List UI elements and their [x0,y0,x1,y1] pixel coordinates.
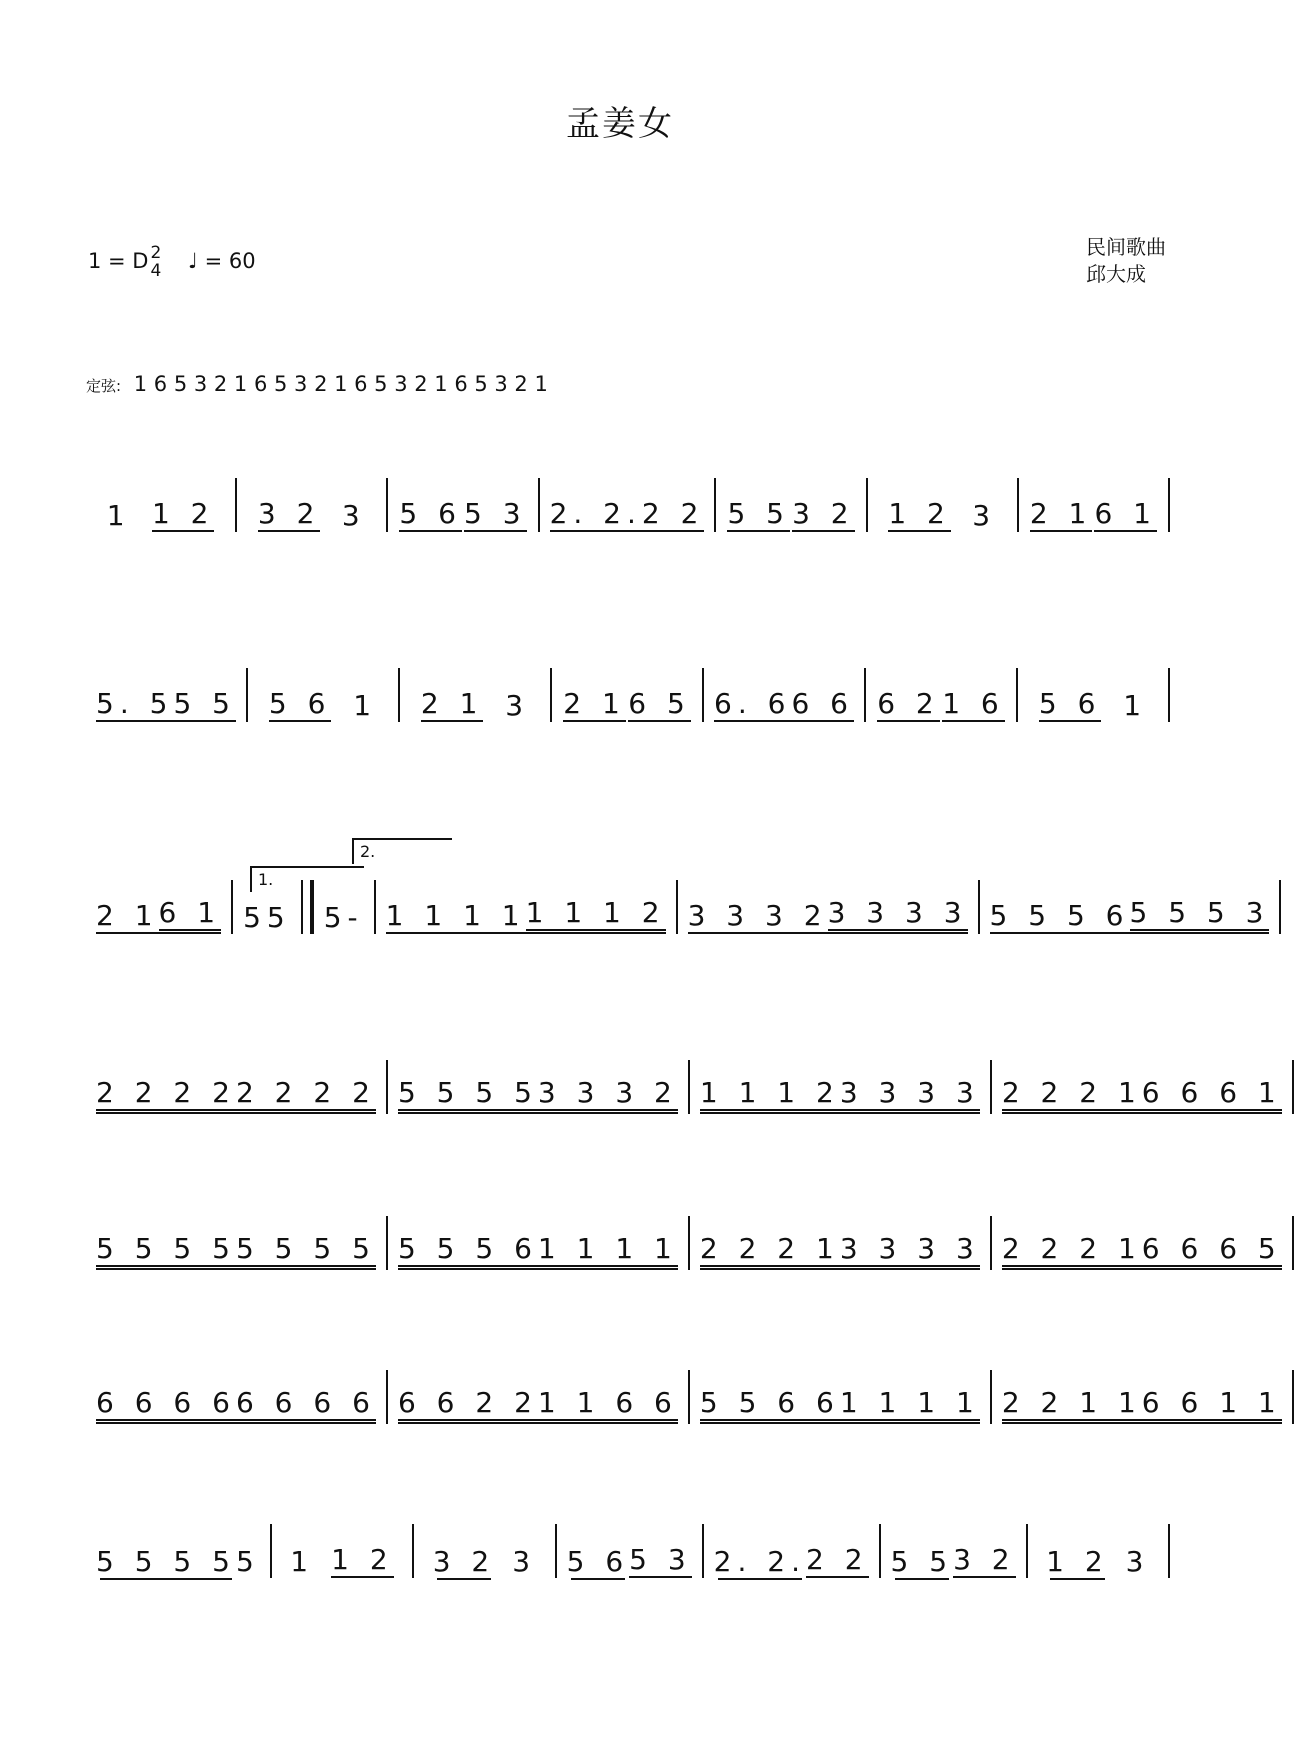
measure [376,896,676,934]
note-group: 1 2 [151,497,215,530]
beat-group [96,1232,236,1270]
staff-row [86,1524,1170,1578]
note-group: 2 1 [96,899,159,932]
beat-group [891,1545,954,1578]
measure [388,1076,688,1114]
note-group: 2 2 2 2 [236,1076,376,1114]
beat-group [433,1545,496,1578]
tempo-marking: ♩ = 60 [188,249,256,273]
tuning-label: 定弦: [86,377,122,395]
staff-row [86,668,1170,722]
staff-row [86,1370,1282,1424]
beat-group [267,901,291,934]
note-group: 5 5 5 5 [96,1232,236,1270]
beat-group [942,687,1005,722]
beat-group [538,1386,678,1424]
measure [678,896,978,934]
measure [704,1543,879,1578]
beat-group [1142,1386,1282,1424]
staff-row [86,1216,1282,1270]
note-group: 6 6 6 1 [1142,1076,1282,1114]
note-group: 2 2 1 1 [1002,1386,1142,1424]
note-group: 3 [512,1545,537,1578]
beat-group [538,1076,678,1114]
note-group: 2 2 [641,497,705,530]
measure [86,1076,386,1114]
measure [552,687,702,722]
note-group: 3 3 3 3 [828,896,968,934]
beat-group [990,899,1130,934]
tuning-line [86,372,548,396]
beat-group [888,497,951,532]
measure [716,497,865,532]
beat-group [1030,497,1093,532]
note-group: 6. 6 [714,687,792,720]
barline [1168,668,1170,722]
beat-group [877,687,940,722]
beat-group [96,1076,236,1114]
note-group: 5 3 [464,497,527,530]
note-group: 6 2 [877,687,940,720]
beat-group [269,687,332,722]
measure [237,497,386,532]
measure [388,1232,688,1270]
beat-group [714,687,791,722]
note-group: 6 1 [1094,497,1157,530]
note-group: 6 1 [159,896,222,934]
note-group: 5 6 [268,687,332,720]
beat-group [152,497,215,532]
note-group: 2 1 [1029,497,1093,530]
beat-group [398,1386,538,1424]
measure [388,1386,688,1424]
beat-group [700,1232,840,1270]
note-group: 5 5 5 6 [989,899,1130,932]
note-group: 5 5 5 5 [236,1232,376,1270]
time-signature: 2 4 [150,243,162,281]
beat-group [290,1545,314,1578]
beat-group [386,899,526,934]
barline [1292,1216,1294,1270]
note-group: 2. 2. [713,1545,807,1578]
measure [881,1543,1026,1578]
note-group: 5 5 [727,497,790,530]
note-group: 5 [323,901,348,934]
measure [992,1232,1292,1270]
credits [1086,234,1166,288]
volta-second: 2. [352,838,452,864]
note-group: 3 2 [953,1543,1016,1576]
measure [992,1076,1292,1114]
note-group: 6 6 6 5 [1142,1232,1282,1270]
beat-group [1126,1545,1150,1578]
tuning-notes: 1 6 5 3 2 1 6 5 3 2 1 6 5 3 2 1 6 5 3 2 1 [133,372,548,396]
beat-group [563,687,626,722]
note-group: 1 2 [1046,1545,1109,1578]
key-tempo [88,244,256,280]
note-group: 3 [505,689,530,722]
note-group: 5 5 5 3 [1130,896,1270,934]
beat-group [1039,687,1102,722]
note-group: 3 [1125,1545,1150,1578]
measure [86,896,231,934]
note-group: 5 5 5 5 [96,1545,236,1578]
beat-group [324,901,348,934]
beat-group [96,1386,236,1424]
beat-group [526,896,666,934]
note-group: 5 5 5 6 [398,1232,538,1270]
note-group: 6 6 1 1 [1142,1386,1282,1424]
beat-group [236,1545,260,1578]
beat-group [628,687,691,722]
barline [1279,880,1281,934]
note-group: 3 3 3 3 [840,1232,980,1270]
beat-group [538,1232,678,1270]
note-group: 1 2 [331,1543,394,1576]
beat-group [398,1076,538,1114]
measure [690,1076,990,1114]
beat-group [258,497,321,532]
note-group: 5 5 5 5 [398,1076,538,1114]
measure [1019,497,1168,532]
note-group: 1 1 1 2 [526,896,666,934]
beat-group [953,1543,1016,1578]
note-group: 2 2 2 1 [1002,1232,1142,1270]
note-group: 3 2 [432,1545,496,1578]
note-group: 6 6 6 6 [96,1386,236,1424]
note-group: 1 6 [942,687,1005,720]
note-group: 2 2 2 1 [1002,1076,1142,1114]
measure [540,497,715,532]
beat-group [342,499,366,532]
note-group: 2 2 [806,1543,869,1576]
beat-group [107,499,131,532]
measure [980,896,1280,934]
measure [233,901,301,934]
note-group: - [347,901,364,934]
beat-group [1142,1076,1282,1114]
measure [86,687,246,722]
beat-group [398,1232,538,1270]
measure [86,497,235,532]
note-group: 1 2 [888,497,951,530]
credit-genre: 民间歌曲 [1086,235,1166,259]
note-group: 3 2 [257,497,321,530]
note-group: 2. 2. [549,497,642,530]
beat-group [806,1543,869,1578]
beat-group [828,896,968,934]
barline [1292,1370,1294,1424]
volta-first: 1. [250,866,364,892]
beat-group [792,497,855,532]
beat-group [567,1545,630,1578]
note-group: 3 [341,499,366,532]
beat-group [236,1232,376,1270]
note-group: 5 6 [566,1545,630,1578]
measure [690,1232,990,1270]
note-group: 2 2 2 1 [700,1232,840,1270]
note-group: 1 1 1 1 [538,1232,678,1270]
beat-group [972,499,996,532]
barline [1168,1524,1170,1578]
note-group: 5 5 6 6 [700,1386,840,1424]
beat-group [512,1545,536,1578]
beat-group [505,689,529,722]
barline [1292,1060,1294,1114]
note-group: 1 [1123,689,1148,722]
beat-group [1123,689,1147,722]
note-group: 5 5 [173,687,236,720]
beat-group [1142,1232,1282,1270]
note-group: 5 [243,901,267,934]
note-group: 5 3 [629,1543,692,1576]
note-group: 5 6 [399,497,462,530]
note-group: 3 3 3 3 [840,1076,980,1114]
note-group: 3 [972,499,997,532]
staff-row [86,1060,1282,1114]
beat-group [1130,896,1270,934]
beat-group [243,901,267,934]
beat-group [840,1232,980,1270]
measure [690,1386,990,1424]
beat-group [840,1076,980,1114]
beat-group [353,689,377,722]
note-group: 2 1 [420,687,484,720]
beat-group [159,896,222,934]
beat-group [642,497,705,532]
measure [992,1386,1292,1424]
beat-group [791,687,854,722]
measure [704,687,864,722]
note-group: 1 1 1 2 [700,1076,840,1114]
note-group: 5 6 [1038,687,1102,720]
beat-group [348,901,364,934]
note-group: 2 1 [563,687,626,720]
beat-group [464,497,527,532]
measure [414,1545,554,1578]
beat-group [96,1545,236,1578]
note-group: 3 2 [792,497,855,530]
note-group: 5 [235,1545,260,1578]
score-title: 孟姜女 [566,104,674,144]
beat-group [399,497,462,532]
credit-arranger: 邱大成 [1086,262,1146,286]
note-group: 6 5 [628,687,691,720]
staff-row [86,478,1170,532]
measure [388,497,537,532]
note-group: 1 1 6 6 [538,1386,678,1424]
beat-group [1094,497,1157,532]
repeat-barline [301,880,314,934]
beat-group [714,1545,806,1578]
measure [868,497,1017,532]
beat-group [96,899,159,934]
measure [248,687,398,722]
measure [314,901,374,934]
beat-group [236,1076,376,1114]
beat-group [727,497,790,532]
beat-group [236,1386,376,1424]
note-group: 6 6 [791,687,854,720]
note-group: 6 6 6 6 [236,1386,376,1424]
note-group: 5 5 [890,1545,954,1578]
measure [557,1543,702,1578]
beat-group [1002,1386,1142,1424]
note-group: 1 1 1 1 [840,1386,980,1424]
note-group: 1 1 1 1 [385,899,526,932]
beat-group [688,899,828,934]
note-group: 3 3 3 2 [687,899,828,932]
key-signature: 1 = D [88,249,149,273]
beat-group [629,1543,692,1578]
note-group: 6 6 2 2 [398,1386,538,1424]
measure [1018,687,1168,722]
beat-group [421,687,484,722]
note-group: 1 [290,1545,315,1578]
measure [866,687,1016,722]
beat-group [840,1386,980,1424]
beat-group [700,1386,840,1424]
measure [86,1386,386,1424]
beat-group [1046,1545,1109,1578]
note-group: 5. 5 [96,687,174,720]
measure [272,1543,412,1578]
beat-group [700,1076,840,1114]
beat-group [1002,1076,1142,1114]
measure [86,1545,270,1578]
measure [400,687,550,722]
barline [1168,478,1170,532]
note-group: 3 3 3 2 [538,1076,678,1114]
note-group: 5 [266,901,291,934]
beat-group [550,497,642,532]
measure [86,1232,386,1270]
staff-row [86,880,1270,934]
beat-group [331,1543,394,1578]
beat-group [96,687,173,722]
beat-group [1002,1232,1142,1270]
note-group: 1 [106,499,131,532]
note-group: 1 [353,689,378,722]
measure [1028,1545,1168,1578]
beat-group [173,687,236,722]
note-group: 2 2 2 2 [96,1076,236,1114]
